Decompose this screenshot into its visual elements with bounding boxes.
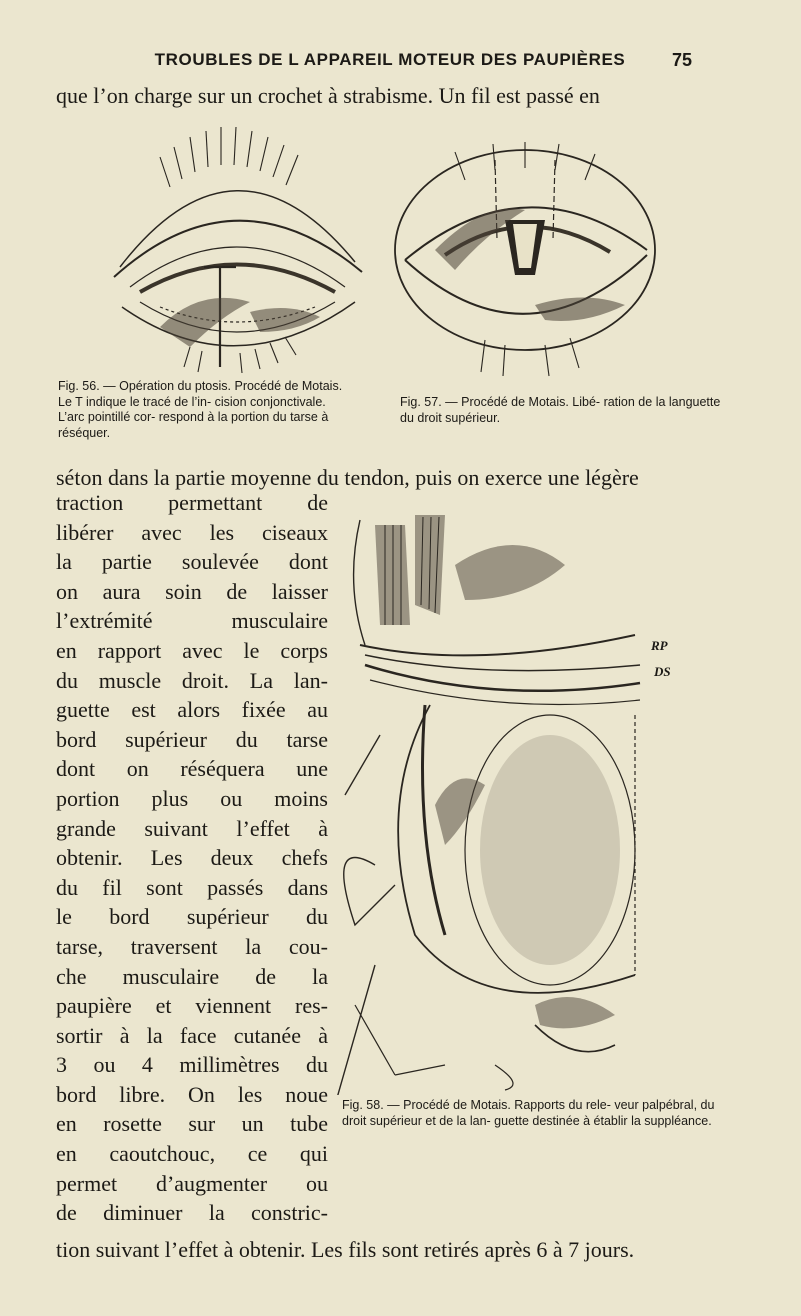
figure-58-caption: Fig. 58. — Procédé de Motais. Rapports du rele- veur palpébral, du droit supérieur et de la lan- guette destinée à établir la suppléance. — [342, 1098, 715, 1128]
column-line: bord supérieur du tarse — [56, 726, 328, 752]
column-line: du muscle droit. La lan- — [56, 667, 328, 693]
paragraph-line-bottom: tion suivant l’effet à obtenir. Les fils sont retirés après 6 à 7 jours. — [56, 1237, 635, 1262]
column-line: la partie soulevée dont — [56, 549, 328, 575]
column-line: guette est alors fixée au — [56, 697, 328, 723]
column-line: on aura soin de laisser — [56, 578, 328, 604]
column-line: libérer avec les ciseaux — [56, 519, 328, 545]
text-column — [56, 488, 328, 1228]
figure-56-caption: Fig. 56. — Opération du ptosis. Procédé de Motais. Le T indique le tracé de l’in- cision conjonctivale. L’arc pointillé cor- respond à la portion du tarse à réséquer. — [58, 379, 343, 440]
column-line: du fil sont passés dans — [56, 874, 328, 900]
column-line: traction permettant de — [56, 490, 328, 515]
figure-57-illustration — [385, 140, 665, 380]
column-line: paupière et viennent res- — [56, 993, 328, 1019]
column-line: dont on réséquera une — [56, 756, 328, 782]
column-line: grande suivant l’effet à — [56, 815, 328, 841]
figure-58-illustration — [335, 505, 650, 1095]
running-header: TROUBLES DE L APPAREIL MOTEUR DES PAUPIÈRES — [154, 50, 626, 69]
column-line: en caoutchouc, ce qui — [56, 1141, 328, 1167]
column-line: bord libre. On les noue — [56, 1081, 328, 1107]
figure-58-label-rp: RP — [651, 638, 668, 653]
column-line: en rosette sur un tube — [56, 1111, 328, 1137]
figure-56-illustration — [100, 117, 372, 375]
column-line: tarse, traversent la cou- — [56, 933, 328, 959]
column-line: che musculaire de la — [56, 963, 328, 989]
column-line: le bord supérieur du — [56, 904, 328, 930]
paragraph-line-top: que l’on charge sur un crochet à strabisme. Un fil est passé en — [56, 83, 600, 108]
column-line: obtenir. Les deux chefs — [56, 845, 328, 871]
figure-57-caption: Fig. 57. — Procédé de Motais. Libé- ration de la languette du droit supérieur. — [400, 395, 721, 425]
column-line: de diminuer la constric- — [56, 1200, 328, 1226]
page-number: 75 — [672, 50, 693, 70]
paragraph-line-full: séton dans la partie moyenne du tendon, puis on exerce une légère — [56, 465, 639, 490]
column-line: sortir à la face cutanée à — [56, 1022, 328, 1048]
column-line: en rapport avec le corps — [56, 637, 328, 663]
column-line: 3 ou 4 millimètres du — [56, 1052, 328, 1078]
column-line: portion plus ou moins — [56, 785, 328, 811]
figure-58-label-ds: DS — [654, 664, 671, 679]
column-line: permet d’augmenter ou — [56, 1170, 328, 1196]
column-line: l’extrémité musculaire — [56, 608, 328, 634]
